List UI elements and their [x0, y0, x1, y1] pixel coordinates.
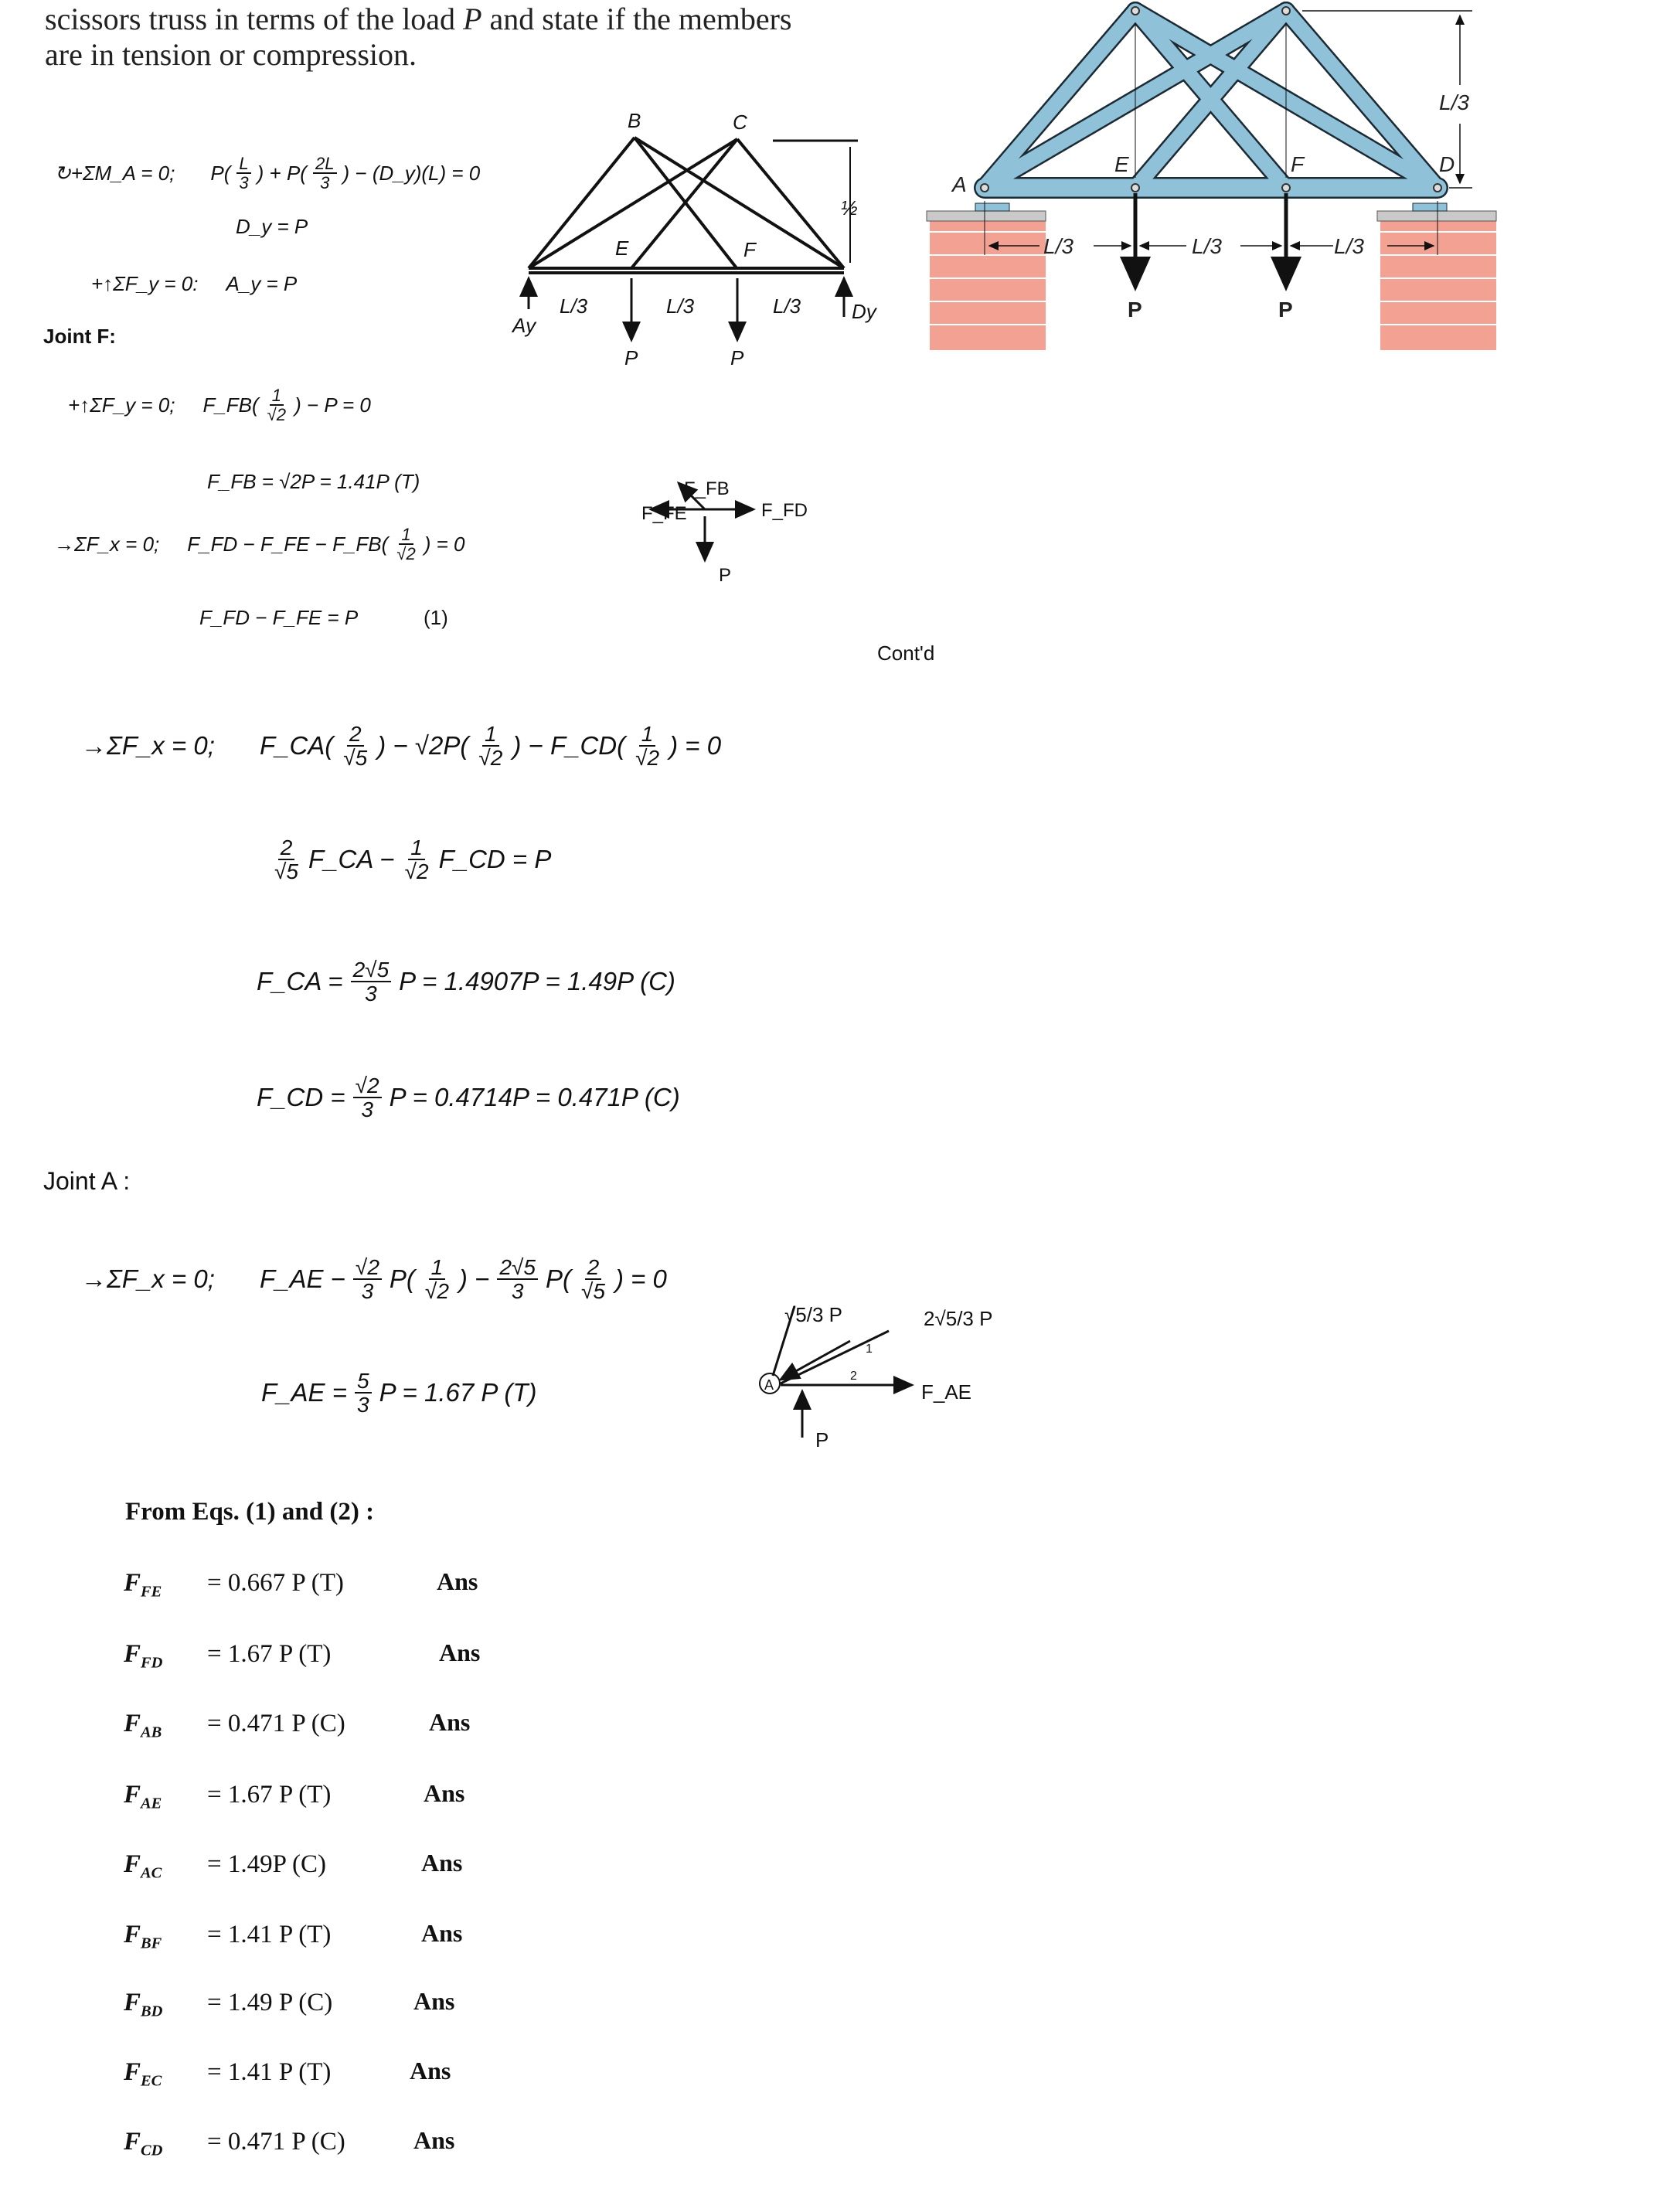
eq-part: F_CA =: [257, 967, 343, 996]
num: 1: [429, 1256, 446, 1280]
eq-label: →ΣF_x = 0;: [81, 731, 215, 761]
force-value: = 1.67 P (T): [207, 1640, 332, 1668]
pin-b: [1131, 7, 1139, 15]
num: 1: [482, 723, 499, 747]
eq-label: +↑ΣF_y = 0;: [68, 393, 175, 417]
sketch-label-b: B: [628, 109, 641, 132]
ay-result: A_y = P: [226, 272, 298, 295]
ans-tag: Ans: [413, 2126, 455, 2154]
member-subscript: BD: [141, 2003, 163, 2020]
sketch-label-ay: Ay: [512, 314, 536, 337]
den: 3: [320, 173, 330, 193]
eq-part: P(: [210, 161, 231, 185]
dy-result: D_y = P: [236, 215, 308, 238]
force-value: = 1.49 P (C): [207, 1989, 333, 2016]
member-subscript: AB: [141, 1724, 162, 1741]
eq-part: P = 1.4907P = 1.49P (C): [399, 967, 675, 996]
den: √2: [478, 746, 503, 771]
ffb-result: F_FB = √2P = 1.41P (T): [207, 470, 420, 493]
eq-part: P = 1.67 P (T): [379, 1378, 537, 1407]
height-dimension-label: L/3: [1439, 90, 1469, 114]
span-dimension-label-2: L/3: [1192, 234, 1222, 258]
problem-statement-line-2: are in tension or compression.: [45, 37, 417, 72]
fbd-f-ffd: F_FD: [761, 500, 808, 521]
den: √5: [274, 859, 298, 884]
den: 3: [365, 982, 377, 1006]
eq-part: F_CA −: [308, 845, 395, 874]
fbd-a-left-force: √5/3 P: [784, 1303, 842, 1326]
eq-part: F_CA(: [259, 731, 334, 761]
eq-part: ) = 0: [614, 1264, 667, 1294]
eq-part: P(: [545, 1264, 571, 1294]
eq-part: F_CD = P: [438, 845, 552, 874]
eq-part: F_CD =: [257, 1083, 345, 1112]
member-subscript: AE: [141, 1795, 162, 1812]
load-symbol: P: [463, 2, 482, 36]
den: √5: [580, 1279, 605, 1304]
ans-tag: Ans: [410, 2057, 451, 2084]
den: √2: [404, 859, 429, 884]
sketch-label-p1: P: [624, 346, 638, 369]
span-dimension-label-1: L/3: [1043, 234, 1073, 258]
sketch-span-1: L/3: [560, 294, 588, 318]
member-subscript: FE: [141, 1583, 162, 1601]
force-symbol: F: [124, 1989, 141, 2016]
num: 1: [408, 836, 425, 860]
den: 3: [361, 1097, 373, 1122]
eq-label: →ΣF_x = 0;: [54, 532, 160, 556]
num: √2: [353, 1074, 382, 1098]
force-value: = 1.41 P (T): [207, 1921, 332, 1948]
joint-label-a: A: [952, 172, 967, 196]
force-symbol: F: [124, 1781, 141, 1809]
equation-1-tag: (1): [424, 606, 448, 629]
force-value: = 1.41 P (T): [207, 2058, 332, 2086]
eq-part: ) − F_CD(: [512, 731, 626, 761]
force-symbol: F: [124, 2128, 141, 2156]
eq-part: ) − (D_y)(L) = 0: [342, 161, 481, 185]
force-value: = 1.49P (C): [207, 1850, 326, 1878]
span-dimension-label-3: L/3: [1334, 234, 1364, 258]
eq-label: ↻+ΣM_A = 0;: [54, 161, 175, 185]
fbd-a-slope-2: 2: [850, 1370, 857, 1383]
fbd-a-fae: F_AE: [921, 1380, 972, 1404]
sketch-member-bd: [635, 138, 844, 268]
num: 5: [355, 1370, 372, 1394]
force-symbol: F: [124, 1569, 141, 1597]
eq-part: P(: [389, 1264, 415, 1294]
pin-c: [1282, 7, 1290, 15]
eq-part: P = 0.4714P = 0.471P (C): [389, 1083, 680, 1112]
num: 1: [270, 386, 284, 406]
den: 3: [511, 1279, 524, 1304]
right-pier: [1377, 203, 1496, 350]
eq-part: F_AE =: [261, 1378, 347, 1407]
num: 2√5: [351, 958, 392, 982]
ans-tag: Ans: [421, 1849, 463, 1877]
member-ab: [985, 11, 1135, 187]
sketch-label-f: F: [743, 238, 756, 261]
force-value: = 1.67 P (T): [207, 1781, 332, 1809]
ans-tag: Ans: [439, 1639, 481, 1666]
sketch-span-3: L/3: [773, 294, 801, 318]
fbd-f-ffe: F_FE: [641, 503, 687, 524]
fbd-a-joint: A: [764, 1377, 774, 1393]
den: 3: [356, 1393, 369, 1417]
eq-part: ) − P = 0: [294, 393, 371, 417]
num: 1: [399, 526, 413, 545]
ans-tag: Ans: [429, 1708, 471, 1736]
ans-tag: Ans: [437, 1567, 478, 1595]
force-value: = 0.471 P (C): [207, 1710, 345, 1737]
eq-part: ) − √2P(: [377, 731, 469, 761]
den: √2: [424, 1279, 449, 1304]
fbd-f-p: P: [719, 565, 732, 586]
member-cd: [1286, 11, 1438, 188]
joint-label-d: D: [1439, 152, 1455, 176]
joint-label-f: F: [1291, 152, 1305, 176]
num: √2: [353, 1256, 382, 1280]
fbd-a-right-force: 2√5/3 P: [924, 1307, 993, 1330]
ans-tag: Ans: [421, 1919, 463, 1947]
pin-e: [1131, 184, 1139, 192]
den: 3: [361, 1279, 374, 1304]
pin-a: [981, 184, 988, 192]
den: √2: [396, 544, 416, 564]
eq-part: ) = 0: [424, 532, 465, 556]
den: √2: [635, 746, 660, 771]
sketch-label-c: C: [733, 111, 747, 134]
eq-part: ) −: [458, 1264, 490, 1294]
sketch-member-ac: [529, 139, 737, 268]
num: 2: [347, 723, 364, 747]
force-symbol: F: [124, 1850, 141, 1878]
sketch-label-dy: Dy: [852, 300, 876, 323]
member-subscript: AC: [141, 1864, 162, 1882]
force-symbol: F: [124, 1640, 141, 1668]
joint-label-e: E: [1114, 152, 1129, 176]
ans-tag: Ans: [413, 1987, 455, 2015]
pin-f: [1282, 184, 1290, 192]
num: 1: [639, 723, 656, 747]
num: 2L: [313, 155, 337, 174]
load-label-e: P: [1128, 298, 1142, 322]
force-symbol: F: [124, 1921, 141, 1948]
answers-heading: From Eqs. (1) and (2) :: [125, 1498, 375, 1526]
equation-1: F_FD − F_FE = P: [199, 606, 359, 629]
joint-a-heading: Joint A :: [43, 1167, 131, 1195]
force-symbol: F: [124, 2058, 141, 2086]
text: and state if the members: [481, 2, 792, 36]
ans-tag: Ans: [424, 1779, 465, 1807]
text: scissors truss in terms of the load: [45, 2, 464, 36]
fbd-a-slope-1: 1: [866, 1343, 873, 1356]
member-subscript: EC: [141, 2072, 162, 2090]
pin-d: [1434, 184, 1441, 192]
fbd-a-p: P: [815, 1428, 829, 1451]
member-subscript: FD: [141, 1654, 163, 1672]
force-value: = 0.471 P (C): [207, 2128, 345, 2156]
force-symbol: F: [124, 1710, 141, 1737]
member-subscript: CD: [141, 2142, 163, 2159]
sketch-label-e: E: [615, 237, 629, 260]
den: √5: [343, 746, 368, 771]
eq-label: +↑ΣF_y = 0:: [91, 272, 199, 295]
fbd-f-ffb: F_FB: [684, 478, 730, 499]
load-label-f: P: [1278, 298, 1293, 322]
continued-label: Cont'd: [877, 641, 935, 665]
truss-figure: [927, 7, 1496, 350]
members: [981, 7, 1441, 192]
force-value: = 0.667 P (T): [207, 1569, 344, 1597]
sketch-label-p2: P: [730, 346, 744, 369]
member-subscript: BF: [141, 1935, 162, 1952]
joint-f-heading: Joint F:: [43, 325, 116, 348]
eq-part: F_FD − F_FE − F_FB(: [187, 532, 389, 556]
eq-part: F_FB(: [202, 393, 259, 417]
den: √2: [267, 405, 287, 425]
sketch-span-2: L/3: [666, 294, 695, 318]
sketch-height-label: ½: [841, 196, 858, 219]
eq-label: →ΣF_x = 0;: [81, 1264, 215, 1294]
eq-part: ) + P(: [257, 161, 307, 185]
num: L: [236, 155, 250, 174]
den: 3: [239, 173, 249, 193]
eq-part: F_AE −: [259, 1264, 345, 1294]
eq-part: ) = 0: [669, 731, 722, 761]
num: 2: [585, 1256, 602, 1280]
num: 2: [278, 836, 295, 860]
num: 2√5: [497, 1256, 538, 1280]
left-pier: [927, 203, 1046, 350]
